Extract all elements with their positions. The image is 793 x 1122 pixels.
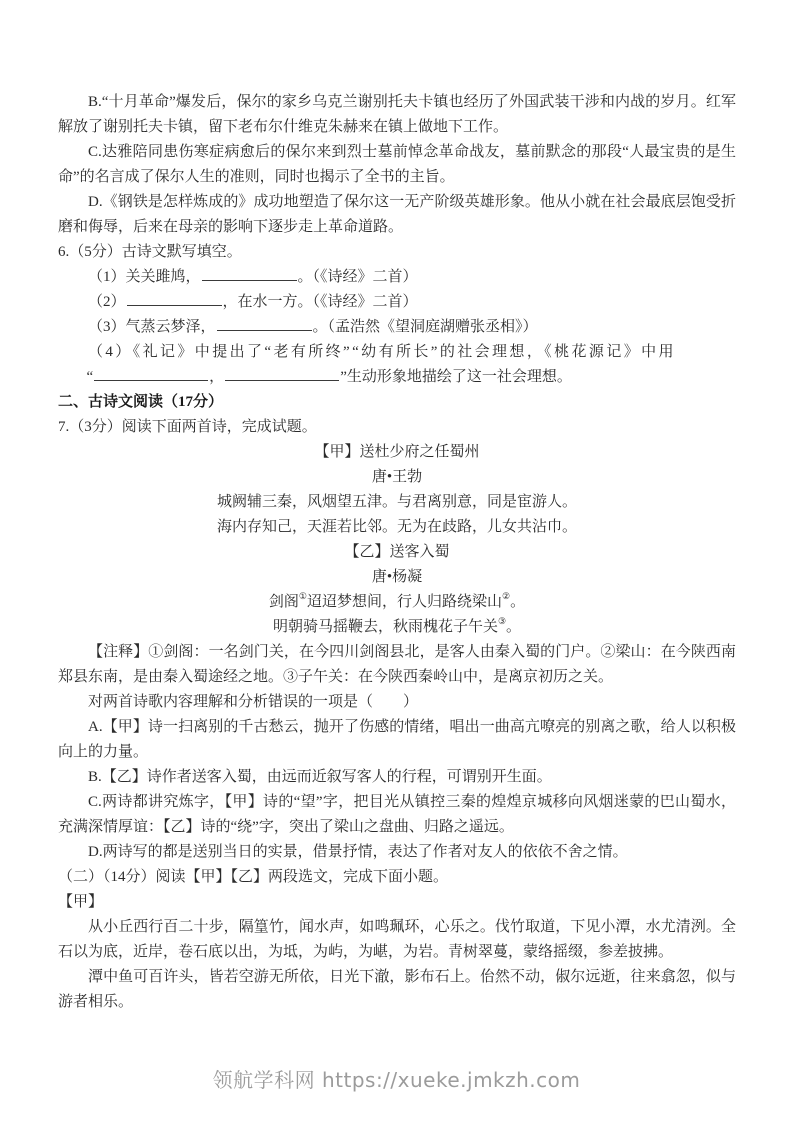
section-2-heading: 二、古诗文阅读（17分） — [58, 394, 224, 410]
note-reference-mark: ② — [502, 591, 511, 602]
poem-yi-author: 唐•杨凝 — [371, 569, 423, 585]
answer-blank — [127, 292, 222, 306]
q5-option-b: B.“十月革命”爆发后，保尔的家乡乌克兰谢别托夫卡镇也经历了外国武装干涉和内战的岁月。红军解放了谢别托夫卡镇，留下老布尔什维克朱赫来在镇上做地下工作。 — [58, 94, 736, 135]
q7-question: 对两首诗歌内容理解和分析错误的一项是（ ） — [88, 694, 419, 710]
q6-item-3: （3）气蒸云梦泽， 。（孟浩然《望洞庭湖赠张丞相》） — [88, 319, 538, 335]
passage-jia-para-2: 潭中鱼可百许头，皆若空游无所依，日光下澈，影布石上。佁然不动，俶尔远逝，往来翕忽，似与游者相乐。 — [58, 969, 736, 1010]
poem-jia-author: 唐•王勃 — [371, 469, 423, 485]
passage-jia-para-1: 从小丘西行百二十步，隔篁竹，闻水声，如鸣珮环，心乐之。伐竹取道，下见小潭，水尤清洌。全石以为底，近岸，卷石底以出，为坻，为屿，为嵁，为岩。青树翠蔓，蒙络摇缀，参差披拂。 — [58, 919, 736, 960]
note-reference-mark: ③ — [497, 616, 507, 627]
note-reference-mark: ① — [298, 591, 307, 602]
q6-stem: 6.（5分）古诗文默写填空。 — [58, 244, 242, 260]
poem-yi-line-1: 剑阁①迢迢梦想间，行人归路绕梁山②。 — [268, 591, 526, 610]
q7-option-c: C.两诗都讲究炼字，【甲】诗的“望”字，把目光从镇控三秦的煌煌京城移向风烟迷蒙的巴山蜀水，充满深情厚谊：【乙】诗的“绕”字，突出了梁山之盘曲、归路之遥远。 — [58, 794, 736, 835]
q5-option-d: D.《钢铁是怎样炼成的》成功地塑造了保尔这一无产阶级英雄形象。他从小就在社会最底层饱受折磨和侮辱，后来在母亲的影响下逐步走上革命道路。 — [58, 194, 736, 235]
answer-blank — [225, 367, 339, 381]
passage-jia-label: 【甲】 — [58, 894, 104, 910]
watermark-url: https://xueke.jmkzh.com — [321, 1068, 581, 1092]
q7-option-b: B.【乙】诗作者送客入蜀，由远而近叙写客人的行程，可谓别开生面。 — [88, 769, 552, 785]
answer-blank — [202, 267, 297, 281]
q6-item-4-line1: （4）《礼记》中提出了“老有所终”“幼有所长”的社会理想，《桃花源记》中用 — [88, 344, 676, 360]
poem-jia-title: 【甲】送杜少府之任蜀州 — [314, 444, 480, 460]
q6-item-4-line2: “ ， ”生动形象地描绘了这一社会理想。 — [86, 369, 572, 385]
poem-jia-line-2: 海内存知己，天涯若比邻。无为在歧路，儿女共沾巾。 — [216, 519, 577, 535]
watermark-footer — [0, 1064, 793, 1093]
poem-notes: 【注释】①剑阁：一名剑门关，在今四川剑阁县北，是客人由秦入蜀的门户。②梁山：在今陕西南郑县东南，是由秦入蜀途经之地。③子午关：在今陕西秦岭山中，是离京初历之关。 — [58, 644, 736, 685]
poem-yi-title: 【乙】送客入蜀 — [344, 544, 450, 560]
q7-stem: 7.（3分）阅读下面两首诗，完成试题。 — [58, 419, 317, 435]
part-2-stem: （二）（14分）阅读【甲】【乙】两段选文，完成下面小题。 — [58, 869, 449, 885]
q7-option-d: D.两诗写的都是送别当日的实景，借景抒情，表达了作者对友人的依依不舍之情。 — [88, 844, 628, 860]
answer-blank — [94, 367, 208, 381]
poem-jia-line-1: 城阙辅三秦，风烟望五津。与君离别意，同是宦游人。 — [216, 494, 577, 510]
document-body — [58, 90, 736, 1015]
watermark-site-name: 领航学科网 — [212, 1068, 316, 1092]
q7-option-a: A.【甲】诗一扫离别的千古愁云，抛开了伤感的情绪，唱出一曲高亢嘹亮的别离之歌，给人以积极向上的力量。 — [58, 719, 736, 760]
q6-item-1: （1）关关雎鸠， 。（《诗经》二首） — [88, 269, 418, 285]
answer-blank — [217, 317, 312, 331]
poem-yi-line-2: 明朝骑马摇鞭去，秋雨槐花子午关③。 — [272, 616, 522, 635]
q5-option-c: C.达雅陪同患伤寒症病愈后的保尔来到烈士墓前悼念革命战友，墓前默念的那段“人最宝贵的是生命”的名言成了保尔人生的准则，同时也揭示了全书的主旨。 — [58, 144, 736, 185]
q6-item-2: （2） ，在水一方。（《诗经》二首） — [88, 294, 418, 310]
